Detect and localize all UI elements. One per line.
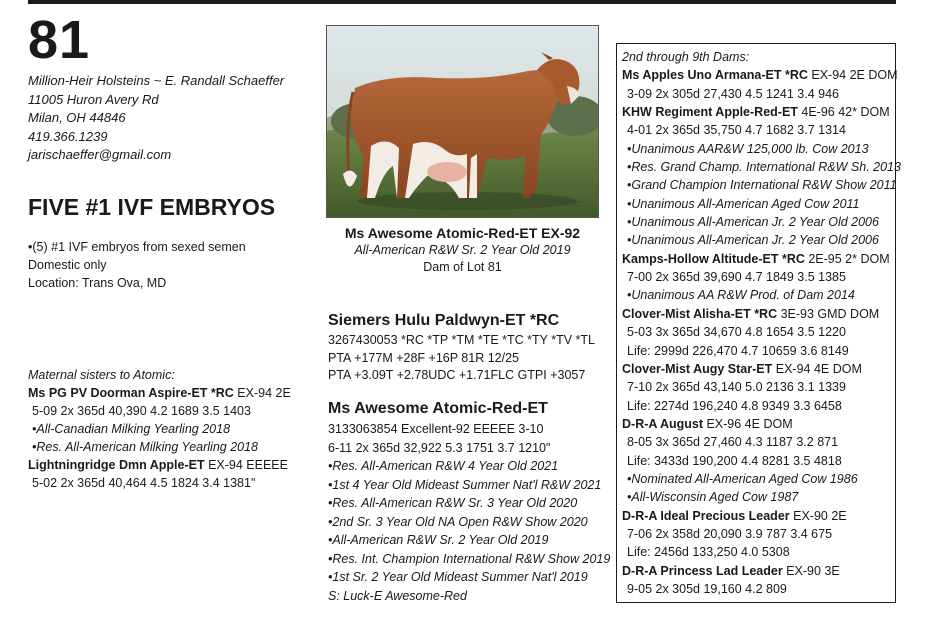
dam-entry-name: Clover-Mist Alisha-ET *RC — [622, 306, 778, 321]
dam-entry-stats: 7-10 2x 365d 43,140 5.0 2136 3.1 1339 — [627, 380, 846, 395]
dam-entry-note: •Unanimous All-American Aged Cow 2011 — [627, 196, 860, 211]
dam-entry-name: D-R-A Ideal Precious Leader — [622, 508, 790, 523]
photo-caption-dam: Dam of Lot 81 — [423, 260, 502, 274]
dam-entry-score: 4E-96 42* DOM — [797, 105, 890, 120]
dam-entry-score: 2E-95 2* DOM — [804, 251, 890, 266]
dam-entry-name: KHW Regiment Apple-Red-ET — [622, 105, 798, 120]
sister-score: EX-94 EEEEE — [204, 458, 288, 472]
consignor-address-line1: 11005 Huron Avery Rd — [28, 91, 159, 107]
consignor-phone: 419.366.1239 — [28, 128, 108, 144]
dam-entry-note: •Unanimous All-American Jr. 2 Year Old 2006 — [627, 233, 879, 248]
dam-entry-score: 3E-93 GMD DOM — [777, 306, 880, 321]
dam-entry-name: D-R-A August — [622, 416, 703, 431]
consignor-email[interactable]: jarischaeffer@gmail.com — [28, 147, 172, 162]
maternal-sisters — [28, 366, 291, 492]
dam-entry-lifetime: Life: 3433d 190,200 4.4 8281 3.5 4818 — [627, 453, 842, 468]
detail-line: •(5) #1 IVF embryos from sexed semen — [28, 240, 246, 254]
dam-entry-stats: 5-03 3x 365d 34,670 4.8 1654 3.5 1220 — [627, 325, 846, 340]
detail-line: Domestic only — [28, 258, 107, 272]
photo-caption — [326, 225, 599, 276]
dam-entry-score: EX-90 2E — [789, 508, 847, 523]
dam-note: •All-American R&W Sr. 2 Year Old 2019 — [328, 533, 549, 547]
dam-entry — [622, 562, 895, 580]
dam-entry-note: •Unanimous AAR&W 125,000 lb. Cow 2013 — [627, 141, 869, 156]
dam-entry-stats: 3-09 2x 305d 27,430 4.5 1241 3.4 946 — [627, 86, 839, 101]
dam-entry-score: EX-94 4E DOM — [772, 361, 862, 376]
dam-entry — [622, 305, 895, 323]
dam-entry — [622, 507, 895, 525]
dam-entry-stats: 7-06 2x 358d 20,090 3.9 787 3.4 675 — [627, 526, 833, 541]
dam-entry — [622, 103, 895, 121]
dam-entry-note: •All-Wisconsin Aged Cow 1987 — [627, 490, 799, 505]
photo-credit: Cybil Fisher — [528, 199, 584, 209]
dam-note: •Res. Int. Champion International R&W Show 2019 — [328, 551, 611, 566]
dam-name: Ms Awesome Atomic-Red-ET — [328, 400, 548, 417]
sire-line: PTA +177M +28F +16P 81R 12/25 — [328, 350, 519, 365]
dam-note: •Res. All-American R&W 4 Year Old 2021 — [328, 459, 559, 473]
dam-entry-score: EX-96 4E DOM — [703, 416, 793, 431]
photo-caption-name: Ms Awesome Atomic-Red-ET EX-92 — [344, 225, 581, 241]
sister-note: •Res. All-American Milking Yearling 2018 — [32, 440, 259, 454]
dam-entry-stats: 9-05 2x 305d 19,160 4.2 809 — [627, 581, 787, 596]
dam-registration: 3133063854 Excellent-92 EEEEE 3-10 — [328, 422, 544, 436]
dam-entry-lifetime: Life: 2999d 226,470 4.7 10659 3.6 8149 — [627, 343, 849, 358]
cow-illustration — [327, 26, 599, 218]
dam-entry-name: D-R-A Princess Lad Leader — [622, 563, 783, 578]
top-rule — [28, 0, 896, 4]
dam-entry-note: •Nominated All-American Aged Cow 1986 — [627, 471, 858, 486]
sister-name: Ms PG PV Doorman Aspire-ET *RC — [28, 386, 234, 400]
sire-name: Siemers Hulu Paldwyn-ET *RC — [328, 312, 560, 329]
dam-note: •1st 4 Year Old Mideast Summer Nat'l R&W 2021 — [328, 477, 602, 492]
sister-note: •All-Canadian Milking Yearling 2018 — [32, 422, 231, 436]
sisters-heading: Maternal sisters to Atomic: — [28, 368, 175, 382]
sister-entry — [28, 384, 291, 402]
sister-entry — [28, 456, 291, 474]
sire-line: PTA +3.09T +2.78UDC +1.71FLC GTPI +3057 — [328, 368, 586, 382]
lot-number: 81 — [28, 10, 91, 70]
dam-entry-score: EX-90 3E — [782, 563, 840, 578]
consignor-farm: Million-Heir Holsteins ~ E. Randall Schaeffer — [28, 73, 285, 88]
consignor-contact — [28, 72, 284, 165]
dam-note: •Res. All-American R&W Sr. 3 Year Old 2020 — [328, 496, 578, 510]
dam-entry-lifetime: Life: 2274d 196,240 4.8 9349 3.3 6458 — [627, 398, 842, 413]
dam-entry-lifetime: Life: 2456d 133,250 4.0 5308 — [627, 545, 790, 560]
sister-name: Lightningridge Dmn Apple-ET — [28, 458, 205, 472]
maternal-line-heading: 2nd through 9th Dams: — [622, 50, 750, 64]
dam-entry-name: Ms Apples Uno Armana-ET *RC — [622, 68, 808, 83]
dam-entry-stats: 8-05 3x 365d 27,460 4.3 1187 3.2 871 — [627, 435, 839, 450]
dam-sire-line: S: Luck-E Awesome-Red — [328, 588, 467, 603]
dam-entry-note: •Grand Champion International R&W Show 2011 — [627, 178, 897, 193]
dam-entry — [622, 66, 898, 84]
dam-entry-score: EX-94 2E DOM — [807, 68, 898, 83]
lot-details — [28, 238, 246, 292]
sister-stats: 5-02 2x 365d 40,464 4.5 1824 3.4 1381" — [32, 476, 256, 490]
maternal-line-box — [616, 43, 901, 603]
dam-entry-stats: 7-00 2x 365d 39,690 4.7 1849 3.5 1385 — [627, 270, 846, 285]
dam-entry — [622, 360, 895, 378]
dam-entry — [622, 250, 895, 268]
dam-entry-note: •Res. Grand Champ. International R&W Sh. 2013 — [627, 160, 901, 175]
sire-line: 3267430053 *RC *TP *TM *TE *TC *TY *TV *TL — [328, 333, 596, 347]
dam-entry-note: •Unanimous AA R&W Prod. of Dam 2014 — [627, 288, 855, 303]
dam-entry-name: Clover-Mist Augy Star-ET — [622, 361, 773, 376]
dam-note: •2nd Sr. 3 Year Old NA Open R&W Show 2020 — [328, 514, 588, 529]
detail-line: Location: Trans Ova, MD — [28, 276, 167, 290]
consignor-address-line2: Milan, OH 44846 — [28, 110, 126, 125]
cow-photo — [326, 25, 599, 218]
dam-entry-stats: 4-01 2x 365d 35,750 4.7 1682 3.7 1314 — [627, 123, 846, 138]
dam-entry-note: •Unanimous All-American Jr. 2 Year Old 2006 — [627, 215, 879, 230]
sister-stats: 5-09 2x 365d 40,390 4.2 1689 3.5 1403 — [32, 404, 251, 418]
sister-score: EX-94 2E — [233, 386, 291, 400]
dam-entry-name: Kamps-Hollow Altitude-ET *RC — [622, 251, 805, 266]
dam-stats: 6-11 2x 365d 32,922 5.3 1751 3.7 1210" — [328, 440, 551, 455]
dam-block — [328, 398, 610, 605]
dam-note: •1st Sr. 2 Year Old Mideast Summer Nat'l 2019 — [328, 570, 588, 584]
photo-caption-award: All-American R&W Sr. 2 Year Old 2019 — [354, 243, 571, 257]
lot-headline: FIVE #1 IVF EMBRYOS — [28, 194, 276, 220]
sire-block — [328, 310, 595, 385]
dam-entry — [622, 415, 895, 433]
